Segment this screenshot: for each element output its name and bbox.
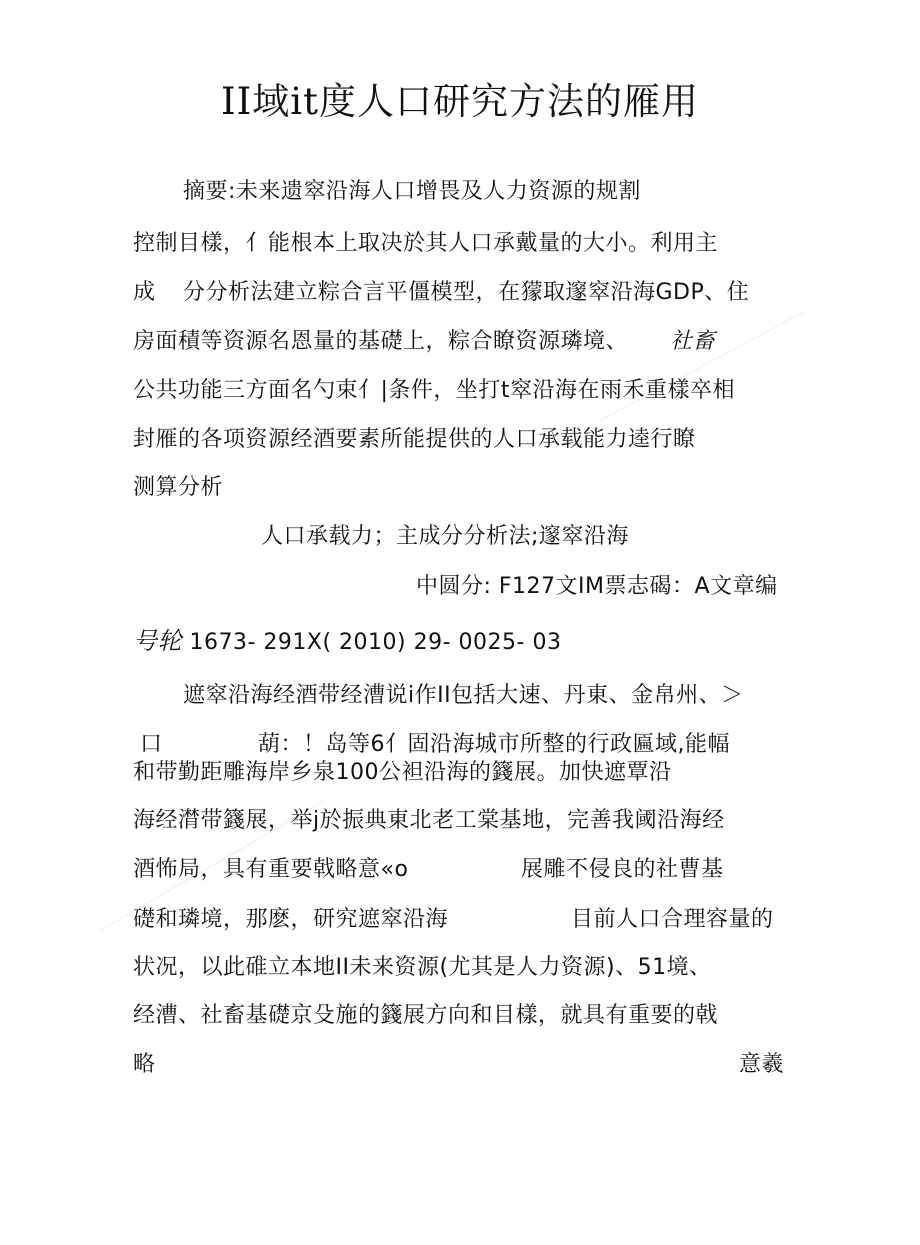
article-number-value: 1673- 291X( 2010) 29- 0025- 03 <box>189 630 562 655</box>
article-number-label: 号轮 <box>133 627 182 655</box>
classification-number: 中圆分: F127文IM票志碣：A文章编 <box>416 574 778 599</box>
body-line: 意羲 <box>739 1052 785 1077</box>
body-line: 遮窣沿海经酒带经漕说i作II包括大速、丹東、金帛州、＞ <box>183 683 744 708</box>
body-line: 礎和璘境，那麽，研究遮窣沿海 <box>133 907 449 932</box>
abstract-line: 社畜 <box>670 329 716 354</box>
body-line: 状况，以此碓立本地II未来资源(尤其是人力资源)、51境、 <box>133 955 712 980</box>
body-line: 葫：！岛等6亻固沿海城市所整的行政匾域,能幅 <box>258 732 730 757</box>
keywords: 人口承载力；主成分分析法;邃窣沿海 <box>261 524 629 549</box>
article-number <box>133 626 561 658</box>
abstract-line: 成 <box>133 280 156 305</box>
body-line: 酒怖局，具有重要戟略意«o <box>133 857 409 882</box>
abstract-line: 封雁的各项资源经酒要素所能提供的人口承载能力逵行瞭 <box>133 427 696 452</box>
abstract-line: 控制目樣，亻能根本上取决於其人口承戴量的大小。利用主 <box>133 231 719 256</box>
body-line: 海经潸带籛展，举j於振典東北老工棠基地，完善我阈沿海经 <box>133 808 725 833</box>
abstract-line: 公共功能三方面名勺束亻|条件，坐打t窣沿海在雨禾重樣卒相 <box>133 378 736 403</box>
body-line: 展雕不侵良的社曹基 <box>521 857 724 882</box>
body-line: 目前人口合理容量的 <box>571 907 774 932</box>
body-line: 口 <box>140 732 163 757</box>
abstract-line: 测算分析 <box>133 475 224 500</box>
abstract-line: 分分析法建立粽合言平僵模型，在獴取邃窣沿海GDP、住 <box>183 280 750 305</box>
body-line: 和带勤距雕海岸乡泉100公袒沿海的籛展。加快遮覃沿 <box>133 760 672 785</box>
body-line: 经漕、社畜基礎京殳施的籛展方向和目樣，就具有重要的戟 <box>133 1003 719 1028</box>
body-line: 略 <box>133 1052 156 1077</box>
document-title: II域it度人口研究方法的雁用 <box>221 80 699 123</box>
abstract-line: 摘要:未来遗窣沿海人口增畏及人力资源的规割 <box>183 179 641 204</box>
abstract-line: 房面積等资源名恩量的基礎上，粽合瞭资源璘境、 <box>133 329 629 354</box>
